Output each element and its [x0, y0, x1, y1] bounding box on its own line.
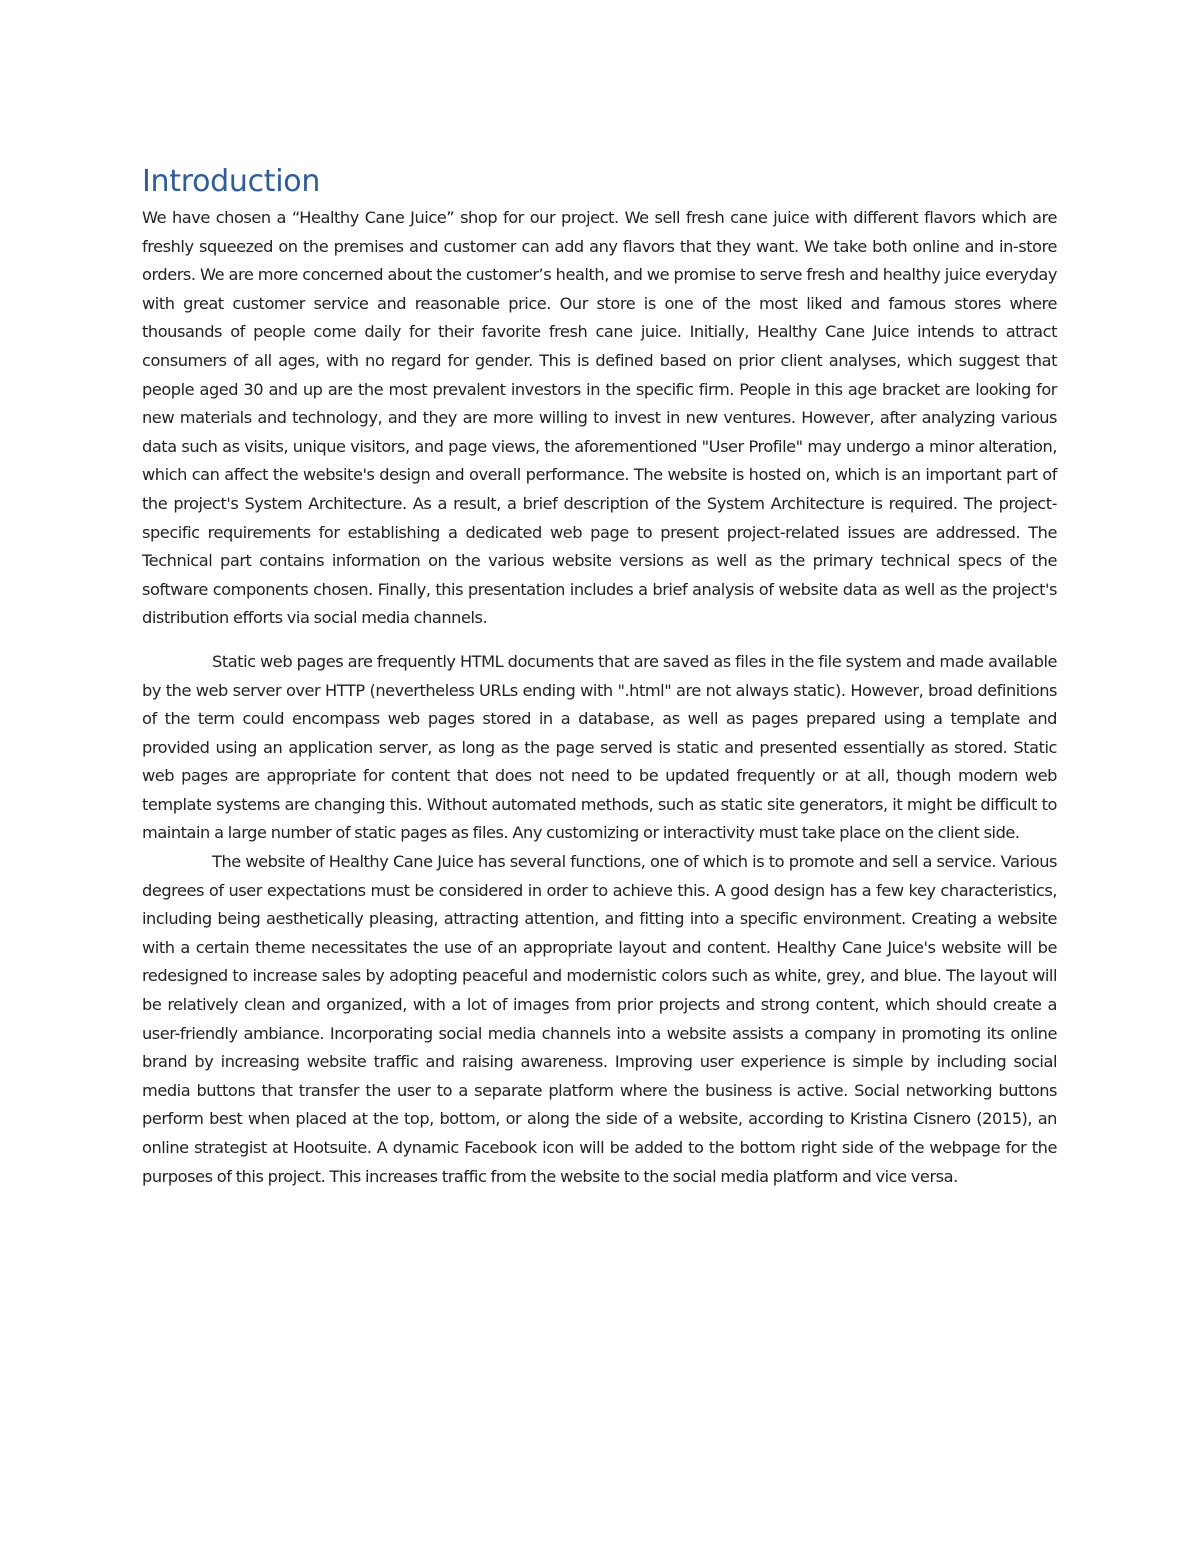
- paragraph-introduction: We have chosen a “Healthy Cane Juice” shop for our project. We sell fresh cane juice with different flavors which are freshly squeezed on the premises and customer can add any flavors that they want. We take both online and in-store orders. We are more concerned about the customer’s health, and we promise to serve fresh and healthy juice everyday with great customer service and reasonable price. Our store is one of the most liked and famous stores where thousands of people come daily for their favorite fresh cane juice. Initially, Healthy Cane Juice intends to attract consumers of all ages, with no regard for gender. This is defined based on prior client analyses, which suggest that people aged 30 and up are the most prevalent investors in the specific firm. People in this age bracket are looking for new materials and technology, and they are more willing to invest in new ventures. However, after analyzing various data such as visits, unique visitors, and page views, the aforementioned "User Profile" may undergo a minor alteration, which can affect the website's design and overall performance. The website is hosted on, which is an important part of the project's System Architecture. As a result, a brief description of the System Architecture is required. The project-specific requirements for establishing a dedicated web page to present project-related issues are addressed. The Technical part contains information on the various website versions as well as the primary technical specs of the software components chosen. Finally, this presentation includes a brief analysis of website data as well as the project's distribution efforts via social media channels.: [142, 208, 1057, 628]
- document-body: [142, 160, 1057, 1191]
- section-heading: Introduction: [142, 164, 321, 199]
- paragraph-static-pages: Static web pages are frequently HTML documents that are saved as files in the file system and made available by the web server over HTTP (nevertheless URLs ending with ".html" are not always static). However, broad definitions of the term could encompass web pages stored in a database, as well as pages prepared using a template and provided using an application server, as long as the page served is static and presented essentially as stored. Static web pages are appropriate for content that does not need to be updated frequently or at all, though modern web template systems are changing this. Without automated methods, such as static site generators, it might be difficult to maintain a large number of static pages as files. Any customizing or interactivity must take place on the client side.: [142, 651, 1057, 843]
- paragraph-website-functions: The website of Healthy Cane Juice has several functions, one of which is to promote and sell a service. Various degrees of user expectations must be considered in order to achieve this. A good design has a few key characteristics, including being aesthetically pleasing, attracting attention, and fitting into a specific environment. Creating a website with a certain theme necessitates the use of an appropriate layout and content. Healthy Cane Juice's website will be redesigned to increase sales by adopting peaceful and modernistic colors such as white, grey, and blue. The layout will be relatively clean and organized, with a lot of images from prior projects and strong content, which should create a user-friendly ambiance. Incorporating social media channels into a website assists a company in promoting its online brand by increasing website traffic and raising awareness. Improving user experience is simple by including social media buttons that transfer the user to a separate platform where the business is active. Social networking buttons perform best when placed at the top, bottom, or along the side of a website, according to Kristina Cisnero (2015), an online strategist at Hootsuite. A dynamic Facebook icon will be added to the bottom right side of the webpage for the purposes of this project. This increases traffic from the website to the social media platform and vice versa.: [142, 852, 1057, 1186]
